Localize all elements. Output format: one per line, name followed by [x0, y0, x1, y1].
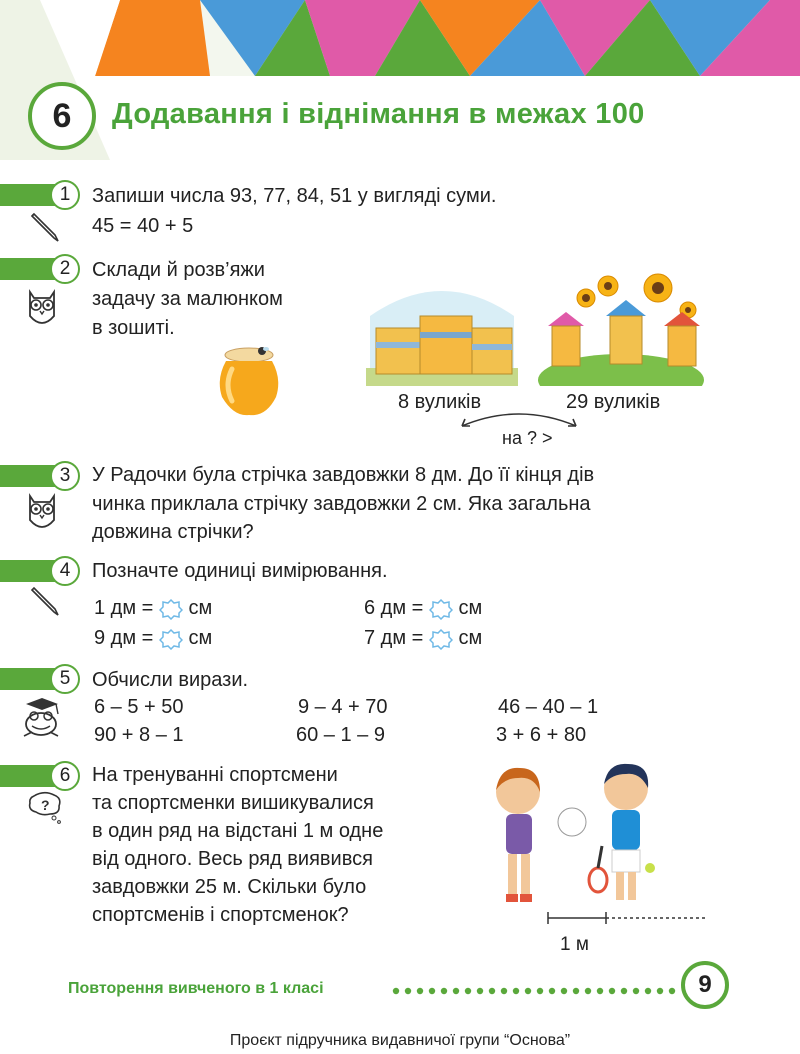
footer-dot [453, 988, 459, 994]
task-6-line6: спортсменів і спортсменок? [92, 904, 349, 926]
top-banner [0, 0, 800, 76]
expression: 6 – 5 + 50 [94, 696, 184, 718]
conversion-right: см [458, 597, 483, 619]
task-6-line2: та спортсменки вишикувалися [92, 792, 374, 814]
task-1-example: 45 = 40 + 5 [92, 215, 194, 237]
conversion-right: см [458, 627, 483, 649]
footer-dot [657, 988, 663, 994]
footer-section-label: Повторення вивченого в 1 класі [68, 980, 324, 997]
expression: 90 + 8 – 1 [94, 724, 184, 746]
conversion-row-4 [364, 627, 482, 650]
expression: 46 – 40 – 1 [498, 696, 599, 718]
conversion-left: 7 дм = [364, 627, 424, 649]
footer-dot [621, 988, 627, 994]
answer-blob[interactable] [429, 598, 453, 620]
task-5-text: Обчисли вирази. [92, 669, 249, 691]
answer-blob[interactable] [159, 598, 183, 620]
footer-dot [537, 988, 543, 994]
chapter-number: 6 [28, 82, 96, 150]
footer-dot [441, 988, 447, 994]
footer-dot [573, 988, 579, 994]
project-footnote: Проєкт підручника видавничої групи “Основа” [229, 1032, 571, 1049]
task-6-line5: завдовжки 25 м. Скільки було [92, 876, 367, 898]
task-4-text: Позначте одиниці вимірювання. [92, 560, 388, 582]
beehives-left-image [366, 276, 518, 386]
pencil-icon [28, 584, 62, 618]
distance-label: 1 м [560, 934, 589, 955]
conversion-row-3 [94, 627, 212, 650]
footer-dot [609, 988, 615, 994]
footer-dot [417, 988, 423, 994]
honey-jar-image [214, 345, 284, 417]
footer-dot [513, 988, 519, 994]
task-6-line3: в один ряд на відстані 1 м одне [92, 820, 384, 842]
footer-dot [585, 988, 591, 994]
task-1-text: Запиши числа 93, 77, 84, 51 у вигляді суми. [92, 185, 497, 207]
footer-dot [393, 988, 399, 994]
task-2-line1: Склади й розв’яжи [92, 259, 265, 281]
label-8-hives: 8 вуликів [398, 391, 482, 413]
task-6-line1: На тренуванні спортсмени [92, 764, 338, 786]
footer-dot [633, 988, 639, 994]
answer-blob[interactable] [159, 628, 183, 650]
footer-dot [597, 988, 603, 994]
distance-marker [546, 908, 710, 928]
footer-dot [429, 988, 435, 994]
footer-dot [465, 988, 471, 994]
task-3-line1: У Радочки була стрічка завдовжки 8 дм. До її кінця дів [92, 464, 595, 486]
task-2-line2: задачу за малюнком [92, 288, 283, 310]
footer-dot [405, 988, 411, 994]
svg-text:?: ? [41, 797, 50, 813]
frog-icon [18, 694, 64, 742]
task-3-line3: довжина стрічки? [92, 521, 254, 543]
comparison-label: на ? > [502, 428, 553, 448]
footer-dot [501, 988, 507, 994]
task-5-number: 5 [50, 664, 80, 694]
conversion-left: 6 дм = [364, 597, 424, 619]
expression: 9 – 4 + 70 [298, 696, 388, 718]
beehives-right-image [538, 268, 704, 386]
expression: 60 – 1 – 9 [296, 724, 385, 746]
page-number: 9 [681, 961, 729, 1009]
footer-dot [669, 988, 675, 994]
task-2-number: 2 [50, 254, 80, 284]
footer-dots [390, 985, 680, 997]
task-6-number: 6 [50, 761, 80, 791]
answer-blob[interactable] [429, 628, 453, 650]
label-29-hives: 29 вуликів [566, 391, 661, 413]
footer-dot [525, 988, 531, 994]
footer-dot [561, 988, 567, 994]
owl-icon [24, 490, 60, 532]
footer-dot [489, 988, 495, 994]
page-title: Додавання і віднімання в межах 100 [112, 98, 645, 130]
task-3-line2: чинка приклала стрічку завдовжки 2 см. Яка загальна [92, 493, 591, 515]
question-bubble-icon [26, 790, 64, 824]
footer-dot [549, 988, 555, 994]
task-4-number: 4 [50, 556, 80, 586]
pencil-icon [28, 210, 62, 244]
conversion-right: см [188, 627, 213, 649]
footer-dot [645, 988, 651, 994]
conversion-row-2 [364, 597, 482, 620]
expression: 3 + 6 + 80 [496, 724, 587, 746]
conversion-left: 1 дм = [94, 597, 154, 619]
task-3-number: 3 [50, 461, 80, 491]
task-6-line4: від одного. Весь ряд виявився [92, 848, 373, 870]
conversion-left: 9 дм = [94, 627, 154, 649]
conversion-row-1 [94, 597, 212, 620]
task-1-number: 1 [50, 180, 80, 210]
owl-icon [24, 286, 60, 328]
conversion-right: см [188, 597, 213, 619]
task-2-line3: в зошиті. [92, 317, 175, 339]
athletes-image [490, 762, 660, 914]
footer-dot [477, 988, 483, 994]
